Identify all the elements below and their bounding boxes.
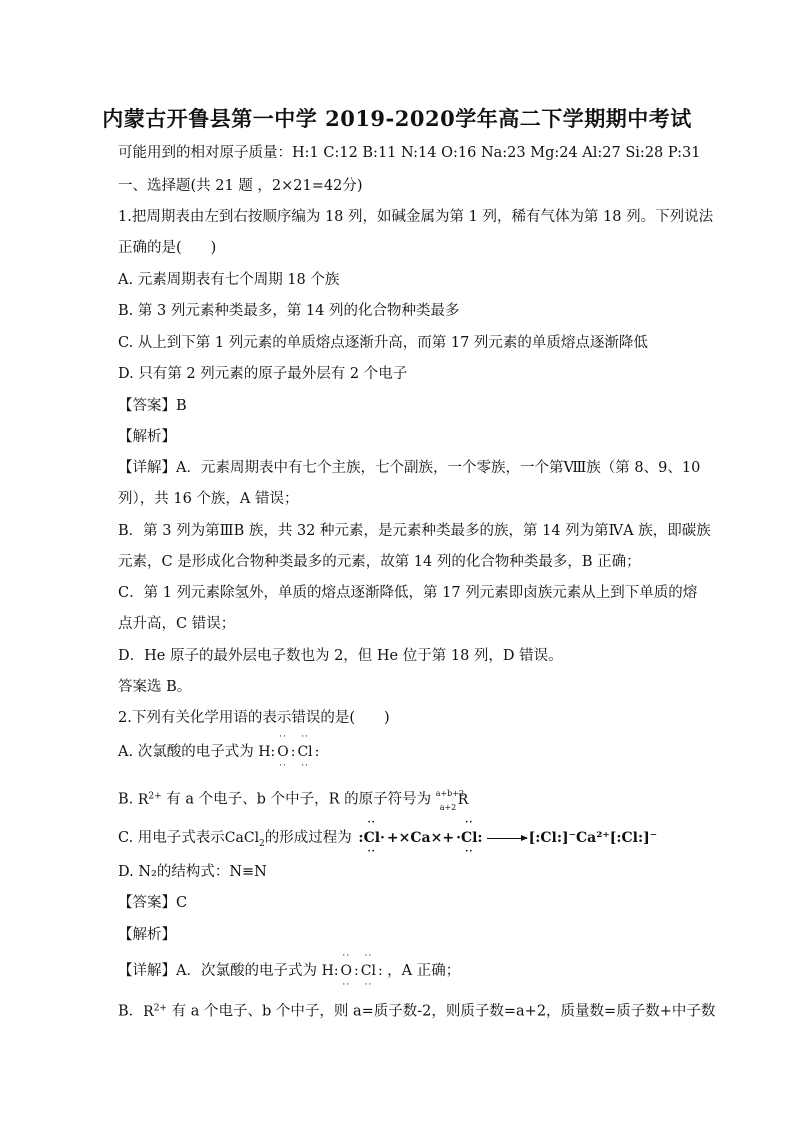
q1-answer: 【答案】B (118, 398, 187, 414)
q1-detail-line: D．He 原子的最外层电子数也为 2，但 He 位于第 18 列，D 错误。 (118, 648, 563, 664)
atomic-mass-line: 可能用到的相对原子质量：H:1 C:12 B:11 N:14 O:16 Na:23 Mg:24 Al:27 Si:28 P:31 (118, 145, 701, 161)
atom-o: ·· O ·· (277, 732, 289, 771)
q2-detail-line (118, 998, 715, 1022)
q2-analysis-heading: 【解析】 (118, 927, 176, 943)
reaction-arrow-icon (487, 838, 527, 839)
q1-stem-line1: 1.把周期表由左到右按顺序编为 18 列，如碱金属为第 1 列，稀有气体为第 18 列。下列说法 (118, 209, 714, 225)
q2-option-c (118, 818, 658, 857)
q1-detail-line: 点升高，C 错误； (118, 616, 236, 632)
nuclide-symbol: a+b+2 a+2 R (435, 788, 469, 812)
q1-option-d: D. 只有第 2 列元素的原子最外层有 2 个电子 (118, 366, 408, 382)
q1-option-c: C. 从上到下第 1 列元素的单质熔点逐渐升高，而第 17 列元素的单质熔点逐渐降低 (118, 335, 648, 351)
q2-option-a-text: A. 次氯酸的电子式为 (118, 744, 254, 760)
ion-symbol: $R^{2+}$ (137, 791, 162, 808)
q2-option-b-label: B. (118, 791, 138, 808)
q2-option-c-text2: 的形成过程为 (264, 830, 352, 846)
q2-detail-text: ，A 正确； (387, 963, 461, 979)
product-formula: [:Cl:]⁻Ca²⁺[:Cl:]⁻ (528, 830, 658, 846)
q2-option-a (118, 732, 320, 771)
q1-detail-line: 元素，C 是形成化合物种类最多的元素，故第 14 列的化合物种类最多，B 正确； (118, 554, 641, 570)
q1-option-b: B. 第 3 列元素种类最多，第 14 列的化合物种类最多 (118, 303, 460, 319)
q1-detail-line: 列），共 16 个族，A 错误； (118, 491, 299, 507)
q2-detail-line (118, 951, 461, 990)
q2-detail-text: 有 a 个电子、b 个中子，则 a=质子数-2，则质子数=a+2，质量数=质子数+中子数 (166, 1003, 716, 1020)
section-heading: 一、选择题(共 21 题 ，2×21=42分) (118, 178, 363, 194)
q2-option-c-text: C. 用电子式表示 (118, 830, 225, 846)
q2-detail-text: B． (118, 1003, 144, 1020)
q2-option-b (118, 786, 468, 810)
q1-detail-line: 【详解】A．元素周期表中有七个主族，七个副族，一个零族，一个第Ⅷ族（第 8、9、10 (118, 460, 701, 476)
q2-option-b-text: 有 a 个电子、b 个中子，R 的原子符号为 (161, 791, 432, 808)
hclo-electron-formula: H: ·· O ·· : ·· Cl ·· : (321, 951, 388, 990)
q1-option-a: A. 元素周期表有七个周期 18 个族 (118, 272, 340, 288)
page-title: 内蒙古开鲁县第一中学 2019-2020学年高二下学期期中考试 (102, 106, 692, 131)
q1-detail-line: C．第 1 列元素除氢外，单质的熔点逐渐降低，第 17 列元素即卤族元素从上到下单质的熔 (118, 585, 698, 601)
formation-process: ·· :Cl· ·· +×Ca×+ ·· ·Cl: ·· [:Cl:]⁻Ca²⁺[:Cl:]⁻ (358, 818, 658, 857)
q2-stem: 2.下列有关化学用语的表示错误的是( ) (118, 710, 390, 726)
atom-h: H (258, 744, 271, 760)
ion-symbol: $R^{2+}$ (143, 1003, 167, 1020)
q1-detail-line: B．第 3 列为第ⅢB 族，共 32 种元素，是元素种类最多的族，第 14 列为第ⅣA 族，即碳族 (118, 523, 711, 539)
q1-analysis-heading: 【解析】 (118, 429, 176, 445)
q2-option-d: D. N₂的结构式：N≡N (118, 864, 267, 880)
q2-answer: 【答案】C (118, 895, 188, 911)
q1-conclusion: 答案选 B。 (118, 679, 192, 695)
atom-cl: ·· Cl ·· (297, 732, 313, 771)
q2-detail-text: 【详解】A．次氯酸的电子式为 (118, 963, 317, 979)
q1-stem-line2: 正确的是( ) (118, 240, 217, 256)
hclo-electron-formula: H: ·· O ·· : ·· Cl ·· : (258, 732, 320, 771)
cacl2-formula: CaCl$_2$ (224, 830, 265, 849)
